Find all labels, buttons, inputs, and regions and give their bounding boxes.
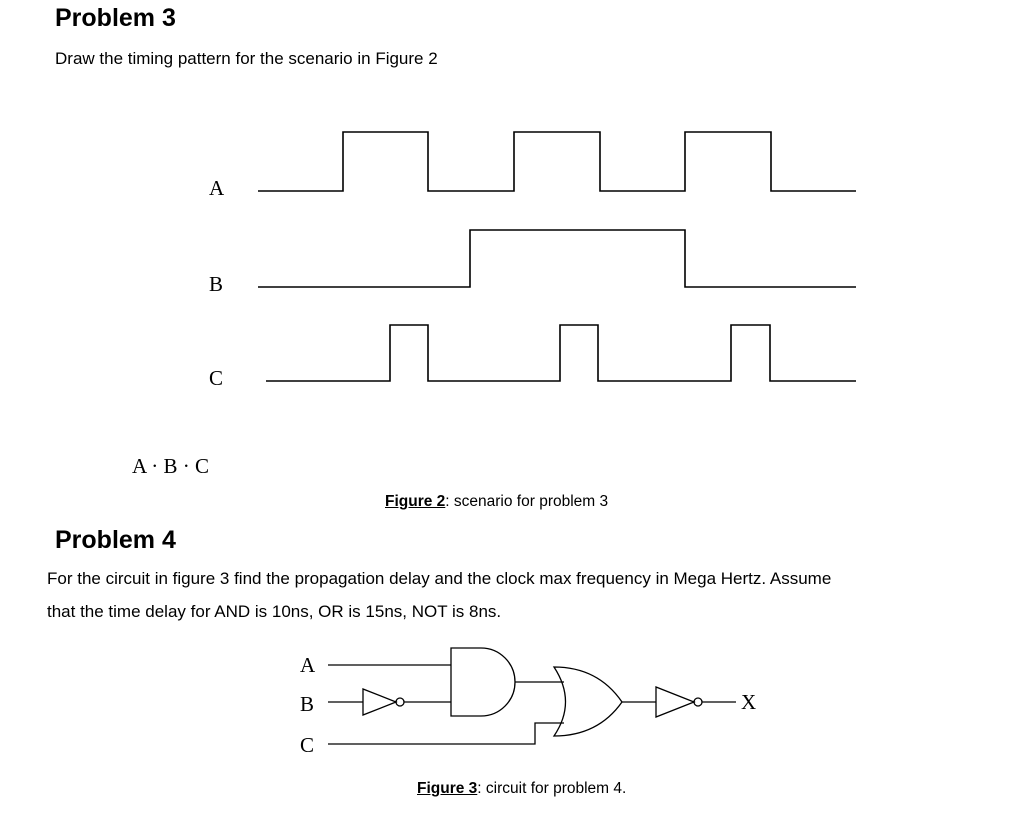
signal-label-b: B [209, 272, 224, 296]
problem4-text-line1: For the circuit in figure 3 find the propagation delay and the clock max frequency in Mega Hertz. Assume [47, 569, 832, 588]
signal-label-c: C [209, 366, 224, 390]
figure2-caption-text: : scenario for problem 3 [445, 493, 609, 510]
problem3-heading: Problem 3 [55, 4, 176, 32]
problem4-text-line2: that the time delay for AND is 10ns, OR is 15ns, NOT is 8ns. [47, 602, 502, 621]
figure3-label: Figure 3 [417, 780, 478, 797]
signal-label-product: A · B · C [132, 454, 210, 478]
signal-label-a: A [209, 176, 225, 200]
circuit-label-b: B [300, 692, 315, 716]
circuit-label-a: A [300, 653, 316, 677]
not-gate-2 [656, 687, 694, 717]
circuit-label-output: X [741, 690, 757, 714]
problem3-instruction: Draw the timing pattern for the scenario in Figure 2 [55, 49, 438, 68]
figure2-label: Figure 2 [385, 493, 446, 510]
figure3-caption [417, 780, 626, 798]
or-gate [554, 667, 622, 736]
problem4-heading: Problem 4 [55, 526, 176, 554]
circuit-label-c: C [300, 733, 315, 757]
not-gate-1 [363, 689, 396, 715]
and-gate [451, 648, 515, 716]
figure3-caption-text: : circuit for problem 4. [477, 780, 627, 797]
wire-c [328, 723, 564, 744]
